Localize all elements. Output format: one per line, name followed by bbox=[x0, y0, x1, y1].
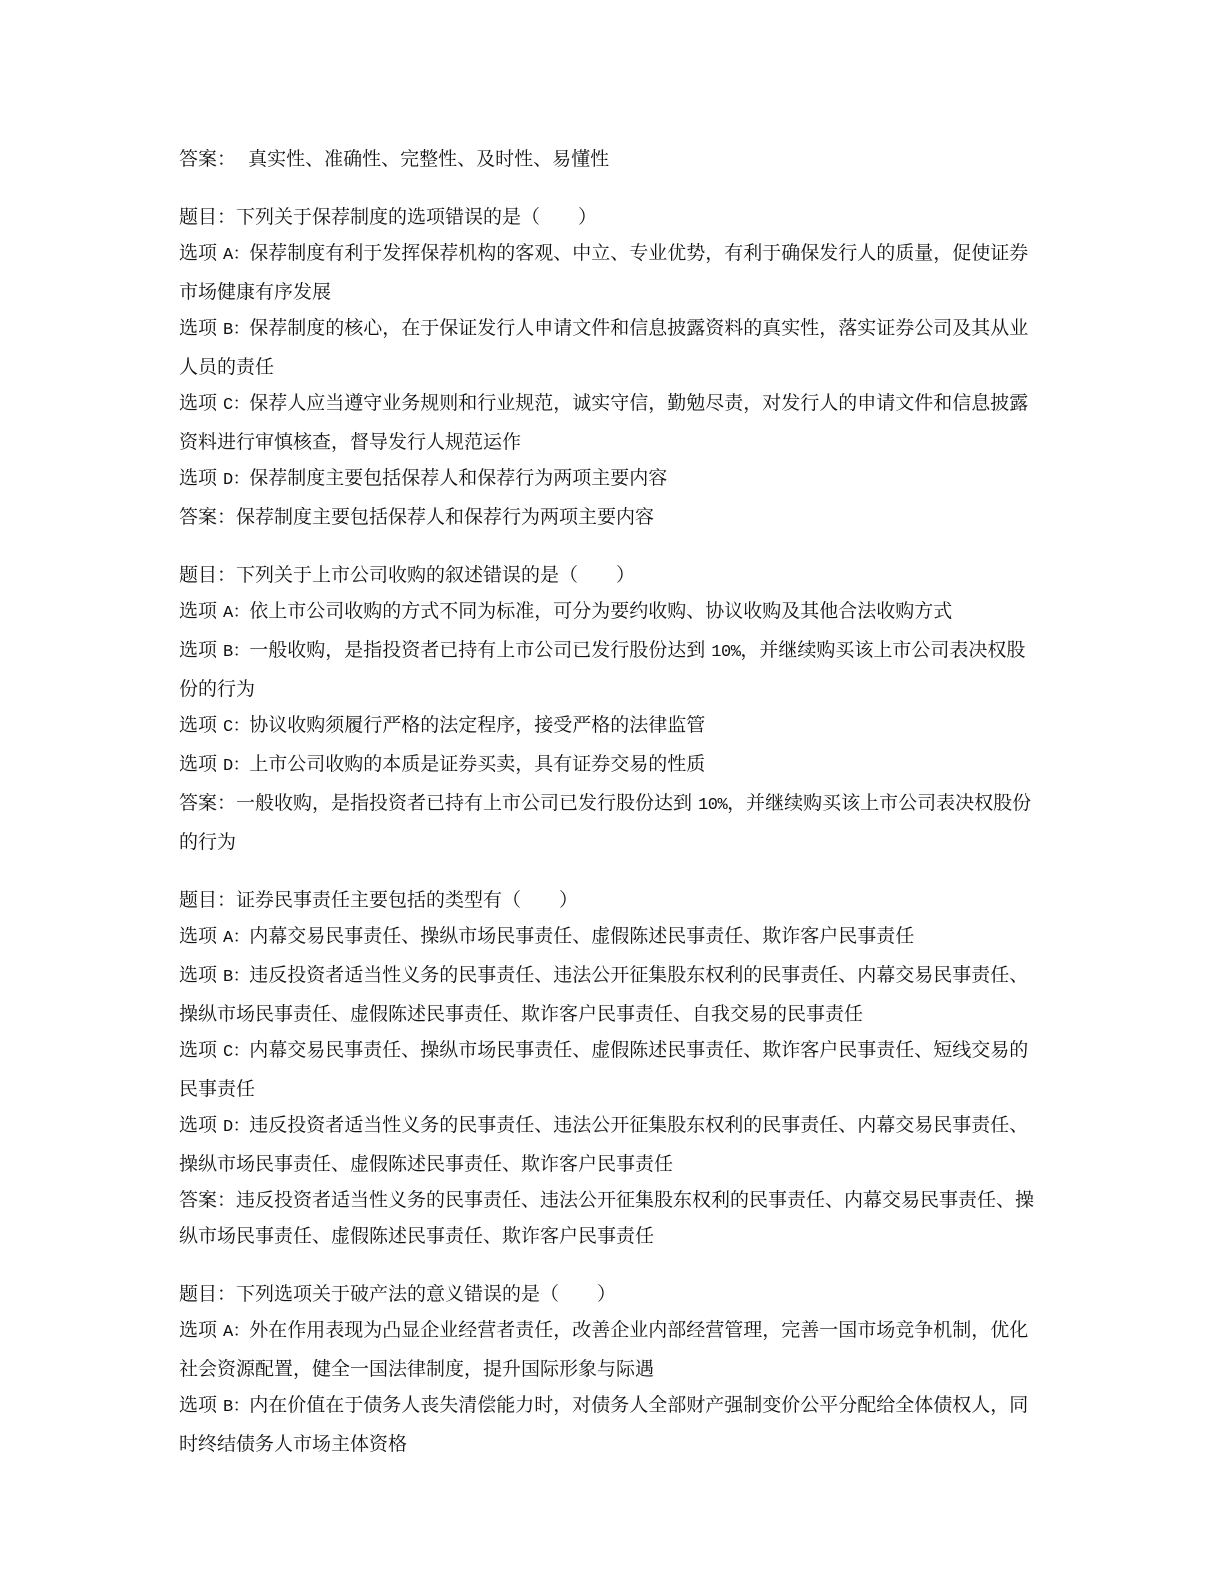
answer-text: 真实性、准确性、完整性、及时性、易懂性 bbox=[236, 148, 610, 170]
option-c bbox=[179, 1032, 1039, 1107]
option-sep: ： bbox=[232, 929, 250, 948]
option-sep: ： bbox=[232, 968, 250, 987]
option-prefix: 选项 bbox=[179, 1319, 224, 1341]
option-a bbox=[179, 918, 1039, 957]
option-sep: ： bbox=[232, 643, 250, 662]
option-letter: D bbox=[223, 1118, 233, 1137]
answer-number: 10% bbox=[698, 796, 728, 815]
option-a bbox=[179, 593, 1039, 632]
option-text: 上市公司收购的本质是证券买卖，具有证券交易的性质 bbox=[249, 753, 706, 775]
question-1 bbox=[179, 199, 1039, 535]
option-text: 一般收购，是指投资者已持有上市公司已发行股份达到 bbox=[249, 639, 712, 661]
option-text: 违反投资者适当性义务的民事责任、违法公开征集股东权利的民事责任、内幕交易民事责任、操纵市场民事责任、虚假陈述民事责任、欺诈客户民事责任 bbox=[179, 1114, 1029, 1175]
option-prefix: 选项 bbox=[179, 964, 224, 986]
option-letter: D bbox=[223, 471, 233, 490]
option-letter: A bbox=[223, 929, 233, 948]
option-a bbox=[179, 235, 1039, 310]
option-text: 协议收购须履行严格的法定程序，接受严格的法律监管 bbox=[249, 714, 706, 736]
option-text: 违反投资者适当性义务的民事责任、违法公开征集股东权利的民事责任、内幕交易民事责任、操纵市场民事责任、虚假陈述民事责任、欺诈客户民事责任、自我交易的民事责任 bbox=[179, 964, 1029, 1025]
answer-label: 答案： bbox=[179, 148, 237, 170]
question-title bbox=[179, 199, 1039, 235]
option-sep: ： bbox=[232, 471, 250, 490]
option-d bbox=[179, 746, 1039, 785]
option-text: 保荐制度主要包括保荐人和保荐行为两项主要内容 bbox=[249, 467, 668, 489]
option-prefix: 选项 bbox=[179, 1039, 224, 1061]
option-b bbox=[179, 957, 1039, 1032]
option-prefix: 选项 bbox=[179, 1394, 224, 1416]
answer-text: 保荐制度主要包括保荐人和保荐行为两项主要内容 bbox=[236, 506, 655, 528]
option-a bbox=[179, 1312, 1039, 1387]
option-sep: ： bbox=[232, 396, 250, 415]
option-c bbox=[179, 385, 1039, 460]
option-letter: C bbox=[223, 1043, 233, 1062]
question-title-label: 题目： bbox=[179, 1283, 237, 1305]
option-letter: C bbox=[223, 718, 233, 737]
question-2 bbox=[179, 557, 1039, 860]
option-text: 保荐人应当遵守业务规则和行业规范，诚实守信，勤勉尽责，对发行人的申请文件和信息披露资料进行审慎核查，督导发行人规范运作 bbox=[179, 392, 1029, 453]
option-letter: B bbox=[223, 643, 233, 662]
question-title bbox=[179, 882, 1039, 918]
option-text-continued: ，并继续购买该上市公司表决权股份的行为 bbox=[179, 639, 1026, 700]
question-title-text: 下列关于保荐制度的选项错误的是（ ） bbox=[236, 206, 598, 228]
option-letter: A bbox=[223, 604, 233, 623]
option-prefix: 选项 bbox=[179, 714, 224, 736]
option-sep: ： bbox=[232, 1323, 250, 1342]
option-text: 内幕交易民事责任、操纵市场民事责任、虚假陈述民事责任、欺诈客户民事责任 bbox=[249, 925, 915, 947]
option-prefix: 选项 bbox=[179, 925, 224, 947]
option-c bbox=[179, 707, 1039, 746]
option-prefix: 选项 bbox=[179, 1114, 224, 1136]
option-sep: ： bbox=[232, 321, 250, 340]
option-text: 外在作用表现为凸显企业经营者责任，改善企业内部经营管理，完善一国市场竞争机制，优化社会资源配置，健全一国法律制度，提升国际形象与际遇 bbox=[179, 1319, 1029, 1380]
option-letter: A bbox=[223, 1323, 233, 1342]
option-prefix: 选项 bbox=[179, 753, 224, 775]
option-b bbox=[179, 310, 1039, 385]
option-letter: B bbox=[223, 1398, 233, 1417]
question-title-label: 题目： bbox=[179, 564, 237, 586]
option-text: 保荐制度的核心，在于保证发行人申请文件和信息披露资料的真实性，落实证券公司及其从业人员的责任 bbox=[179, 317, 1029, 378]
answer-text: 一般收购，是指投资者已持有上市公司已发行股份达到 bbox=[236, 792, 699, 814]
option-prefix: 选项 bbox=[179, 317, 224, 339]
question-title bbox=[179, 1276, 1039, 1312]
option-sep: ： bbox=[232, 718, 250, 737]
answer-text-continued: ，并继续购买该上市公司表决权股份的行为 bbox=[179, 792, 1032, 853]
option-prefix: 选项 bbox=[179, 392, 224, 414]
option-sep: ： bbox=[232, 757, 250, 776]
option-text: 依上市公司收购的方式不同为标准，可分为要约收购、协议收购及其他合法收购方式 bbox=[249, 600, 953, 622]
option-b bbox=[179, 1387, 1039, 1462]
question-4 bbox=[179, 1276, 1039, 1462]
option-prefix: 选项 bbox=[179, 639, 224, 661]
question-3 bbox=[179, 882, 1039, 1254]
option-sep: ： bbox=[232, 1043, 250, 1062]
option-text: 内在价值在于债务人丧失清偿能力时，对债务人全部财产强制变价公平分配给全体债权人，同时终结债务人市场主体资格 bbox=[179, 1394, 1029, 1455]
answer-line bbox=[179, 499, 1039, 535]
question-title bbox=[179, 557, 1039, 593]
option-text: 内幕交易民事责任、操纵市场民事责任、虚假陈述民事责任、欺诈客户民事责任、短线交易的民事责任 bbox=[179, 1039, 1029, 1100]
option-sep: ： bbox=[232, 246, 250, 265]
question-title-text: 证券民事责任主要包括的类型有（ ） bbox=[236, 889, 579, 911]
answer-label: 答案： bbox=[179, 506, 237, 528]
option-b bbox=[179, 632, 1039, 707]
answer-label: 答案： bbox=[179, 1189, 237, 1211]
option-sep: ： bbox=[232, 1118, 250, 1137]
option-letter: A bbox=[223, 246, 233, 265]
question-title-label: 题目： bbox=[179, 889, 237, 911]
option-prefix: 选项 bbox=[179, 600, 224, 622]
top-answer bbox=[179, 141, 1039, 177]
option-letter: D bbox=[223, 757, 233, 776]
option-prefix: 选项 bbox=[179, 467, 224, 489]
answer-text: 违反投资者适当性义务的民事责任、违法公开征集股东权利的民事责任、内幕交易民事责任、操纵市场民事责任、虚假陈述民事责任、欺诈客户民事责任 bbox=[179, 1189, 1035, 1247]
question-title-label: 题目： bbox=[179, 206, 237, 228]
option-letter: B bbox=[223, 968, 233, 987]
option-d bbox=[179, 1107, 1039, 1182]
option-sep: ： bbox=[232, 604, 250, 623]
option-letter: B bbox=[223, 321, 233, 340]
option-sep: ： bbox=[232, 1398, 250, 1417]
answer-label: 答案： bbox=[179, 792, 237, 814]
answer-line bbox=[179, 1182, 1039, 1254]
question-title-text: 下列选项关于破产法的意义错误的是（ ） bbox=[236, 1283, 617, 1305]
document-page bbox=[179, 141, 1039, 1484]
answer-line bbox=[179, 141, 1039, 177]
option-letter: C bbox=[223, 396, 233, 415]
question-title-text: 下列关于上市公司收购的叙述错误的是（ ） bbox=[236, 564, 636, 586]
option-number: 10% bbox=[711, 643, 741, 662]
answer-line bbox=[179, 785, 1039, 860]
option-d bbox=[179, 460, 1039, 499]
option-text: 保荐制度有利于发挥保荐机构的客观、中立、专业优势，有利于确保发行人的质量，促使证券市场健康有序发展 bbox=[179, 242, 1029, 303]
option-prefix: 选项 bbox=[179, 242, 224, 264]
